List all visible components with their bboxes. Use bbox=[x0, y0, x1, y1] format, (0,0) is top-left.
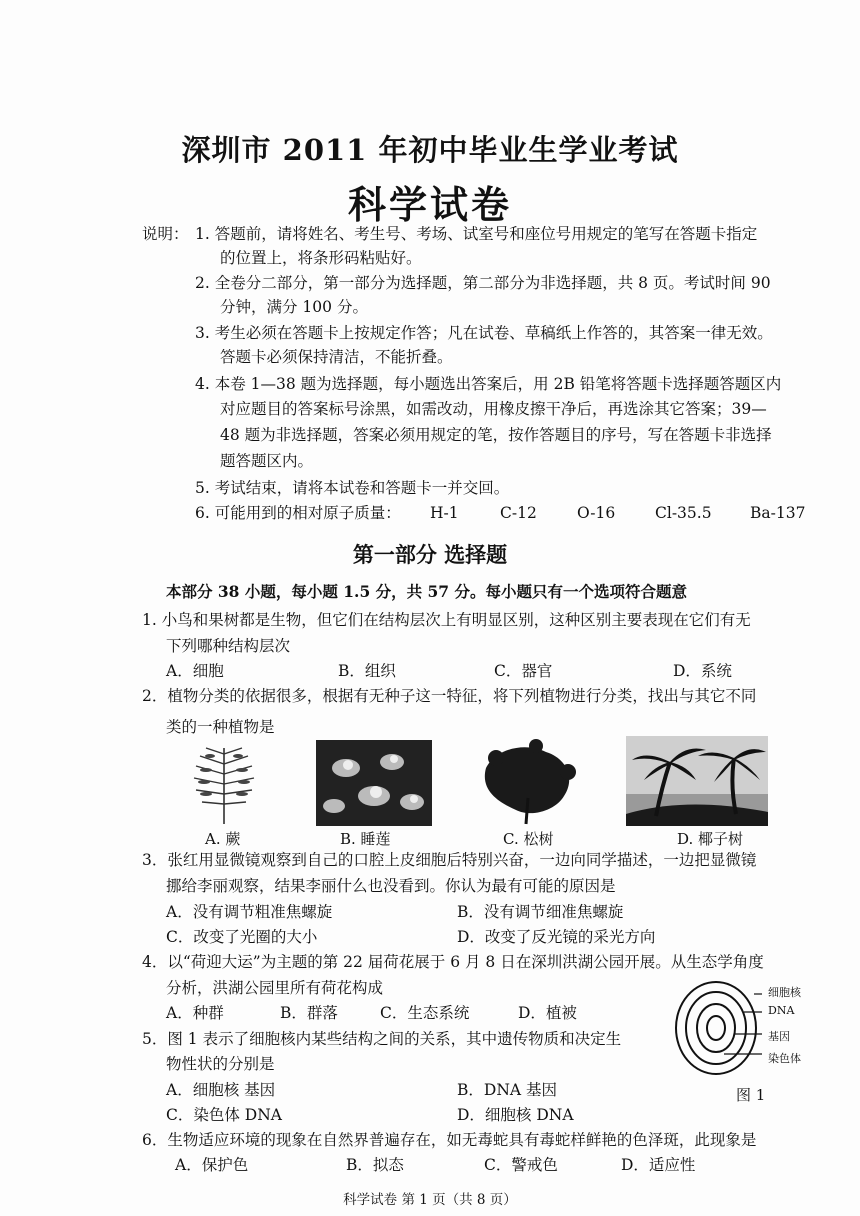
coconut-tree-image bbox=[626, 736, 768, 826]
figure-label: DNA bbox=[768, 1004, 795, 1017]
option: B．DNA 基因 bbox=[457, 1081, 558, 1099]
question-stem: 1. 小鸟和果树都是生物，但它们在结构层次上有明显区别，这种区别主要表现在它们有无 bbox=[142, 611, 751, 629]
option: C．器官 bbox=[494, 662, 553, 680]
image-caption: B. 睡莲 bbox=[340, 830, 391, 848]
question-stem: 2．植物分类的依据很多，根据有无种子这一特征，将下列植物进行分类，找出与其它不同 bbox=[142, 687, 757, 705]
option: D．系统 bbox=[673, 662, 732, 680]
atomic-mass: Cl-35.5 bbox=[655, 504, 712, 522]
option: A．保护色 bbox=[175, 1156, 249, 1174]
question-stem: 物性状的分别是 bbox=[166, 1055, 275, 1073]
section-note: 本部分 38 小题，每小题 1.5 分，共 57 分。每小题只有一个选项符合题意 bbox=[166, 582, 687, 601]
instruction-line: 5. 考试结束，请将本试卷和答题卡一并交回。 bbox=[195, 479, 510, 497]
atomic-mass: Ba-137 bbox=[750, 504, 806, 522]
instruction-line: 6. 可能用到的相对原子质量： bbox=[195, 504, 401, 522]
image-caption: A. 蕨 bbox=[205, 830, 241, 848]
atomic-mass: O-16 bbox=[577, 504, 616, 522]
page-footer: 科学试卷 第 1 页（共 8 页） bbox=[343, 1192, 517, 1208]
figure-label: 基因 bbox=[768, 1030, 790, 1043]
instruction-line: 答题卡必须保持清洁，不能折叠。 bbox=[220, 348, 453, 366]
instruction-line: 分钟，满分 100 分。 bbox=[220, 298, 368, 316]
fern-image bbox=[186, 742, 262, 826]
instruction-line: 2. 全卷分二部分，第一部分为选择题，第二部分为非选择题，共 8 页。考试时间 90 bbox=[195, 274, 771, 292]
instruction-line: 48 题为非选择题，答案必须用规定的笔，按作答题目的序号，写在答题卡非选择 bbox=[220, 426, 772, 444]
instructions-label: 说明： bbox=[142, 225, 189, 243]
instruction-line: 对应题目的答案标号涂黑，如需改动，用橡皮擦干净后，再选涂其它答案；39— bbox=[220, 400, 767, 418]
option: B．群落 bbox=[280, 1004, 338, 1022]
question-stem: 5．图 1 表示了细胞核内某些结构之间的关系，其中遗传物质和决定生 bbox=[142, 1030, 622, 1048]
question-stem: 4．以“荷迎大运”为主题的第 22 届荷花展于 6 月 8 日在深圳洪湖公园开展。从生态学角度 bbox=[142, 953, 764, 971]
pine-tree-image bbox=[476, 738, 580, 826]
figure-caption: 图 1 bbox=[736, 1086, 766, 1104]
atomic-mass: H-1 bbox=[430, 504, 459, 522]
instruction-line: 的位置上，将条形码粘贴好。 bbox=[220, 249, 422, 267]
instruction-line: 3. 考生必须在答题卡上按规定作答；凡在试卷、草稿纸上作答的，其答案一律无效。 bbox=[195, 324, 773, 342]
option: D．适应性 bbox=[621, 1156, 696, 1174]
option: C．警戒色 bbox=[484, 1156, 558, 1174]
exam-title: 深圳市 2011 年初中毕业生学业考试 bbox=[181, 133, 679, 167]
question-stem: 3．张红用显微镜观察到自己的口腔上皮细胞后特别兴奋，一边向同学描述，一边把显微镜 bbox=[142, 851, 757, 869]
atomic-mass: C-12 bbox=[500, 504, 537, 522]
exam-subtitle: 科学试卷 bbox=[347, 182, 512, 227]
option: A．细胞核 基因 bbox=[166, 1081, 276, 1099]
option: B．没有调节细准焦螺旋 bbox=[457, 903, 624, 921]
question-stem: 类的一种植物是 bbox=[166, 718, 275, 736]
option: D．改变了反光镜的采光方向 bbox=[457, 928, 656, 946]
option: B．组织 bbox=[338, 662, 396, 680]
option: A．没有调节粗准焦螺旋 bbox=[166, 903, 333, 921]
question-stem: 6．生物适应环境的现象在自然界普遍存在，如无毒蛇具有毒蛇样鲜艳的色泽斑，此现象是 bbox=[142, 1131, 757, 1149]
instruction-line: 4. 本卷 1—38 题为选择题，每小题选出答案后，用 2B 铅笔将答题卡选择题答题区内 bbox=[195, 375, 782, 393]
option: A．种群 bbox=[166, 1004, 224, 1022]
figure-label: 染色体 bbox=[768, 1052, 801, 1065]
question-stem: 下列哪种结构层次 bbox=[166, 637, 291, 655]
option: D．细胞核 DNA bbox=[457, 1106, 574, 1124]
nucleus-diagram bbox=[672, 972, 762, 1082]
option: C．生态系统 bbox=[380, 1004, 470, 1022]
option: D．植被 bbox=[518, 1004, 577, 1022]
instruction-line: 题答题区内。 bbox=[220, 452, 314, 470]
question-stem: 分析，洪湖公园里所有荷花构成 bbox=[166, 979, 384, 997]
figure-label: 细胞核 bbox=[768, 986, 801, 999]
option: C．改变了光圈的大小 bbox=[166, 928, 318, 946]
option: C．染色体 DNA bbox=[166, 1106, 282, 1124]
option: B．拟态 bbox=[346, 1156, 404, 1174]
image-caption: D. 椰子树 bbox=[677, 830, 744, 848]
question-stem: 挪给李丽观察，结果李丽什么也没看到。你认为最有可能的原因是 bbox=[166, 877, 616, 895]
section-title: 第一部分 选择题 bbox=[352, 542, 508, 567]
instruction-line: 1. 答题前，请将姓名、考生号、考场、试室号和座位号用规定的笔写在答题卡指定 bbox=[195, 225, 758, 243]
image-caption: C. 松树 bbox=[503, 830, 554, 848]
option: A．细胞 bbox=[166, 662, 224, 680]
water-lily-image bbox=[316, 740, 432, 826]
